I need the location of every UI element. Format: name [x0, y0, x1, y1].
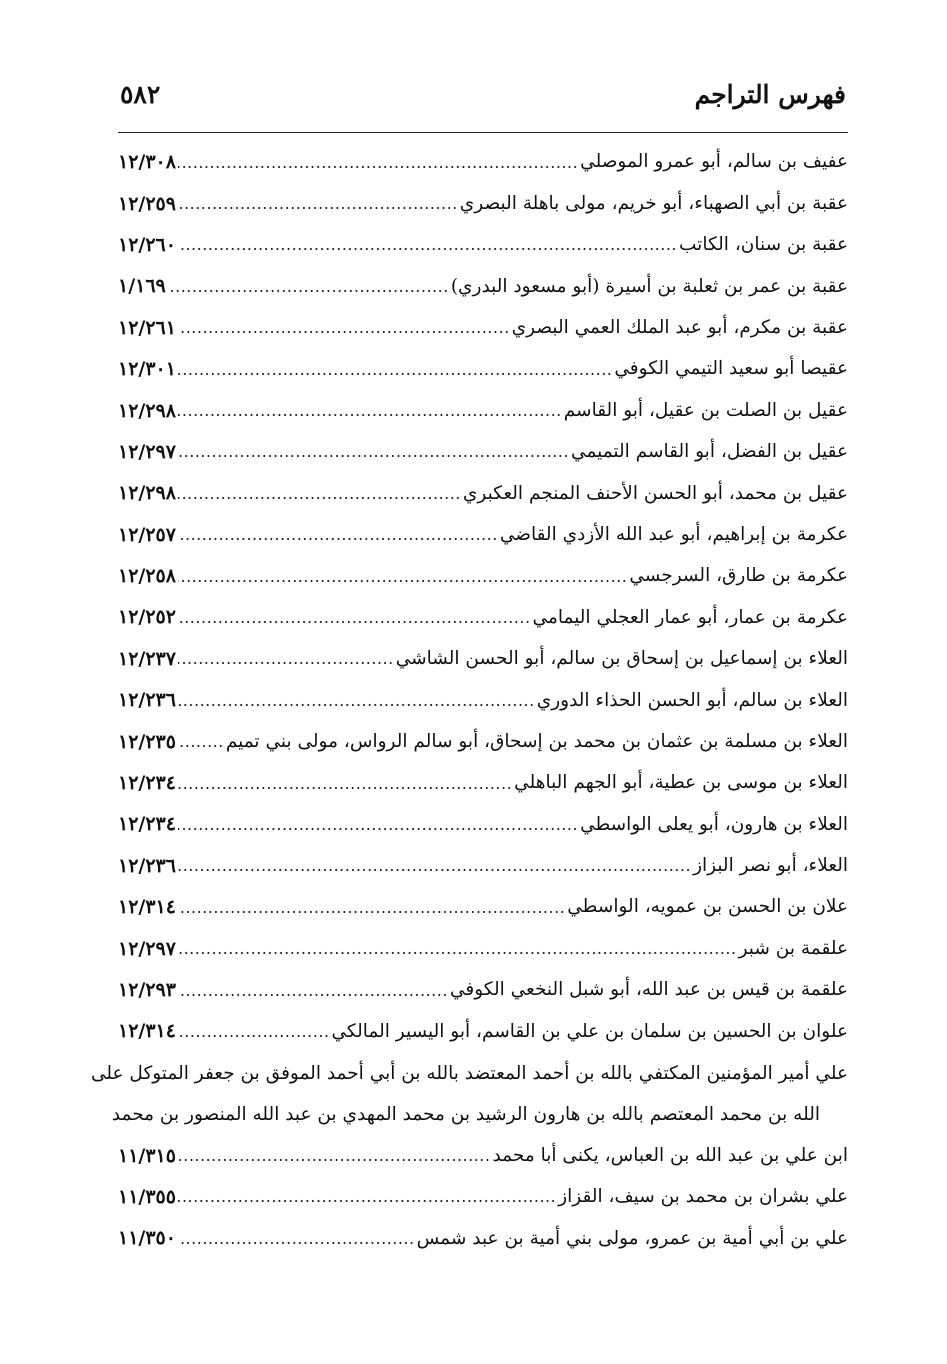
- entry-ref: ١١/٣٥٥: [118, 1185, 176, 1208]
- header-rule: [118, 132, 848, 133]
- leader-dots: [178, 939, 737, 959]
- index-entry: [118, 1218, 848, 1259]
- entry-ref: ١٢/٢٩٣: [118, 979, 176, 1001]
- entry-ref: ١٢/٣١٤: [118, 1020, 176, 1043]
- entry-name: عكرمة بن إبراهيم، أبو عبد الله الأزدي القاضي: [499, 523, 848, 545]
- entry-name: العلاء، أبو نصر البزاز: [693, 855, 848, 877]
- index-entry: [118, 970, 848, 1011]
- entry-name: علي بن أبي أمية بن عمرو، مولى بني أمية بن عبد شمس: [416, 1227, 848, 1249]
- entry-ref: ١٢/٢٩٨: [118, 399, 176, 422]
- running-title: فهرس التراجم: [694, 80, 846, 109]
- leader-dots: [178, 194, 458, 214]
- entry-name: عقيل بن الفضل، أبو القاسم التميمي: [571, 441, 848, 463]
- entry-ref: ١٢/٣٠٨: [118, 151, 176, 174]
- long-entry-line-1: علي أمير المؤمنين المكتفي بالله بن أحمد المعتضد بالله بن أبي أحمد الموفق بن جعفر المتوكل على: [90, 1062, 848, 1084]
- entry-name: العلاء بن هارون، أبو يعلى الواسطي: [580, 813, 848, 835]
- index-entry: [118, 846, 848, 887]
- entry-ref: ١٢/٢٩٧: [118, 440, 176, 463]
- leader-dots: [178, 774, 512, 794]
- entry-name: عقيل بن محمد، أبو الحسن الأحنف المنجم العكبري: [462, 482, 848, 504]
- entry-ref: ١٢/٢٦٠: [118, 233, 176, 256]
- entry-ref: ١٢/٢٣٤: [118, 813, 176, 836]
- leader-dots: [178, 1022, 330, 1042]
- leader-dots: [178, 401, 562, 421]
- entry-ref: ١٢/٢٥٩: [118, 192, 176, 215]
- long-entry-line-2: الله بن محمد المعتصم بالله بن هارون الرشيد بن محمد المهدي بن عبد الله المنصور بن محمد: [111, 1104, 820, 1126]
- entry-name: عكرمة بن طارق، السرجسي: [629, 565, 848, 587]
- leader-dots: [178, 484, 461, 504]
- leader-dots: [178, 815, 578, 835]
- index-entry: [118, 266, 848, 307]
- entry-name: علوان بن الحسين بن سلمان بن علي بن القاسم، أبو اليسير المالكي: [331, 1020, 848, 1042]
- leader-dots: [178, 856, 691, 876]
- entry-ref: ١٢/٢٥٧: [118, 523, 176, 546]
- index-entry: [118, 804, 848, 845]
- entry-ref: ١٢/٣١٤: [118, 896, 176, 919]
- index-entry: [118, 515, 848, 556]
- entry-ref: ١٢/٢٣٥: [118, 730, 176, 753]
- leader-dots: [178, 732, 224, 752]
- page-header: [118, 74, 848, 124]
- entry-ref: ١٢/٢٥٢: [118, 606, 176, 629]
- index-entry: [118, 721, 848, 762]
- index-entry: [118, 183, 848, 224]
- entry-name: عقبة بن عمر بن ثعلبة بن أسيرة (أبو مسعود البدري): [450, 275, 848, 297]
- entry-ref: ١١/٣٥٠: [118, 1227, 176, 1250]
- index-entry: [118, 225, 848, 266]
- index-entry: [118, 349, 848, 390]
- entry-name: علان بن الحسن بن عمويه، الواسطي: [567, 896, 848, 918]
- leader-dots: [178, 649, 394, 669]
- leader-dots: [178, 235, 677, 255]
- index-entry: [118, 142, 848, 183]
- index-entry: [118, 928, 848, 969]
- leader-dots: [178, 442, 569, 462]
- entry-name: العلاء بن سالم، أبو الحسن الحذاء الدوري: [536, 689, 848, 711]
- entry-name: العلاء بن موسى بن عطية، أبو الجهم الباهلي: [514, 772, 848, 794]
- long-entry-line-3: [118, 1135, 848, 1176]
- entry-ref: ١٢/٢٣٦: [118, 689, 176, 712]
- index-entry: [118, 473, 848, 514]
- entry-name: العلاء بن إسماعيل بن إسحاق بن سالم، أبو الحسن الشاشي: [395, 648, 848, 670]
- index-entry: [118, 639, 848, 680]
- index-entry: [118, 308, 848, 349]
- entry-ref: ١٢/٢٣٧: [118, 647, 176, 670]
- leader-dots: [178, 318, 510, 338]
- entry-name: عقيصا أبو سعيد التيمي الكوفي: [614, 358, 848, 380]
- index-entry: [118, 390, 848, 431]
- index-list: [90, 142, 848, 1260]
- entry-name: عكرمة بن عمار، أبو عمار العجلي اليمامي: [532, 606, 848, 628]
- leader-dots: [178, 981, 448, 1001]
- entry-ref: ١٢/٢٥٨: [118, 565, 176, 588]
- entry-name: العلاء بن مسلمة بن عثمان بن محمد بن إسحاق، أبو سالم الرواس، مولى بني تميم: [225, 730, 848, 752]
- index-entry: [118, 556, 848, 597]
- index-entry: [118, 1177, 848, 1218]
- entry-name: عقبة بن سنان، الكاتب: [679, 234, 848, 256]
- entry-name: عفيف بن سالم، أبو عمرو الموصلي: [580, 151, 848, 173]
- leader-dots: [178, 691, 535, 711]
- leader-dots: [178, 1187, 556, 1207]
- entry-name: علي بشران بن محمد بن سيف، القزاز: [558, 1186, 848, 1208]
- entry-ref: ١٢/٢٦١: [118, 316, 176, 339]
- entry-name: ابن علي بن عبد الله بن العباس، يكنى أبا محمد: [492, 1144, 848, 1166]
- index-entry: [118, 1011, 848, 1052]
- entry-ref: ١٢/٢٣٦: [118, 854, 176, 877]
- entry-name: عقبة بن أبي الصهباء، أبو خريم، مولى باهلة البصري: [459, 192, 848, 214]
- entry-ref: ١٢/٢٩٧: [118, 937, 176, 960]
- entry-ref: ١/١٦٩: [118, 275, 166, 298]
- leader-dots: [178, 608, 531, 628]
- leader-dots: [168, 277, 449, 297]
- entry-name: علقمة بن قيس بن عبد الله، أبو شبل النخعي الكوفي: [449, 979, 848, 1001]
- entry-ref: ١٢/٢٣٤: [118, 772, 176, 795]
- leader-dots: [178, 1229, 415, 1249]
- leader-dots: [178, 898, 565, 918]
- index-entry: [118, 597, 848, 638]
- index-entry: [118, 680, 848, 721]
- entry-ref: ١٢/٢٩٨: [118, 482, 176, 505]
- index-entry: [118, 763, 848, 804]
- leader-dots: [178, 567, 627, 587]
- index-entry: [118, 887, 848, 928]
- page-number: ٥٨٢: [120, 80, 161, 109]
- entry-name: عقبة بن مكرم، أبو عبد الملك العمي البصري: [511, 317, 848, 338]
- entry-name: عقيل بن الصلت بن عقيل، أبو القاسم: [563, 399, 848, 421]
- leader-dots: [178, 360, 612, 380]
- entry-name: علقمة بن شبر: [738, 937, 848, 959]
- leader-dots: [178, 1146, 491, 1166]
- entry-ref: ١١/٣١٥: [118, 1144, 176, 1167]
- entry-ref: ١٢/٣٠١: [118, 358, 176, 381]
- leader-dots: [178, 153, 578, 173]
- index-entry: [118, 432, 848, 473]
- leader-dots: [178, 525, 498, 545]
